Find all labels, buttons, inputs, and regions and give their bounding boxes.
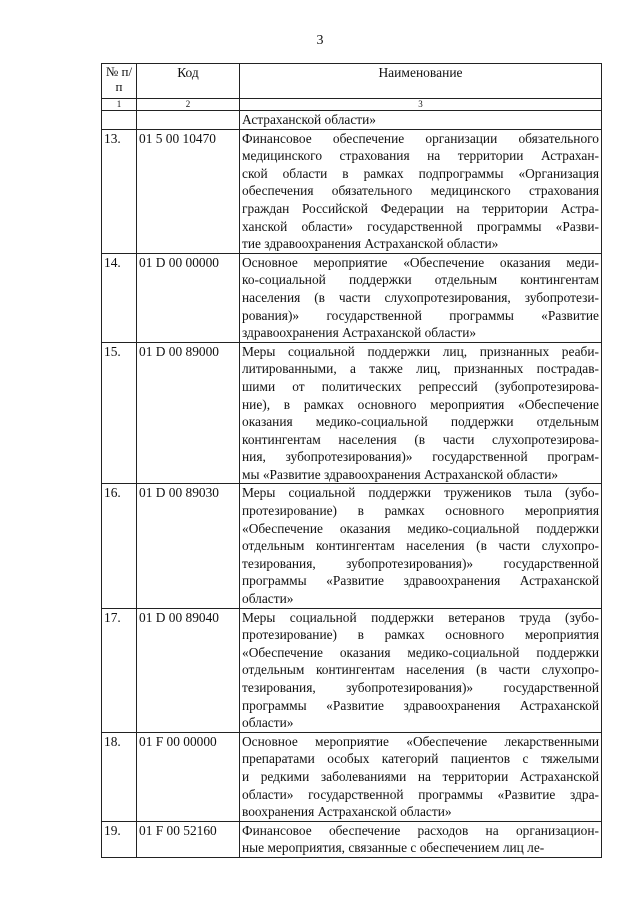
table-row [102,253,602,342]
row-code [137,111,240,130]
row-name-line: отдельным контингентам населения (в части слухопро- [242,662,599,678]
row-name-line: Меры социальной поддержки тружеников тыла (зубо- [242,485,599,501]
row-name-line: литированными, а также лиц, признанных пострадав- [242,361,599,377]
row-number: 15. [102,342,137,484]
row-name-line: граждан Российской Федерации на территории Астра- [242,200,599,216]
row-number: 17. [102,608,137,732]
header-num: № п/п [102,64,137,99]
row-number: 19. [102,821,137,857]
header-row [102,64,602,99]
row-name-line: программы «Развитие здравоохранения Астраханской [242,573,599,589]
column-index-row [102,99,602,111]
row-name-line: и редкими заболеваниями на территории Астраханской [242,768,599,784]
column-index: 2 [137,99,240,111]
row-code: 01 D 00 89040 [137,608,240,732]
row-number: 14. [102,253,137,342]
row-name-line: медицинского страхования на территории Астрахан- [242,148,599,164]
budget-classification-table [101,63,602,858]
row-name-line: протезирование) в рамках основного мероприятия [242,627,599,643]
row-name-line: области» государственной программы «Развитие здра- [242,786,599,802]
row-name-line: шими от политических репрессий (зубопротезирова- [242,378,599,394]
table-row [102,608,602,732]
header-code: Код [137,64,240,99]
table-body [102,111,602,858]
row-name-line: мы «Развитие здравоохранения Астраханской области» [242,466,559,482]
row-code: 01 F 00 00000 [137,732,240,821]
row-name-line: Меры социальной поддержки лиц, признанных реаби- [242,343,599,359]
row-code: 01 F 00 52160 [137,821,240,857]
row-code: 01 D 00 89030 [137,484,240,608]
row-name-line: обеспечения обязательного медицинского страхования [242,183,599,199]
row-name-line: ханской области» государственной программы «Разви- [242,218,599,234]
row-name [240,129,602,253]
table-row [102,821,602,857]
row-name [240,342,602,484]
row-name-line: тезирования, зубопротезирования)» государственной [242,555,599,571]
row-name [240,484,602,608]
row-name-line: воохранения Астраханской области» [242,804,452,820]
row-name [240,608,602,732]
row-name-line: тезирования, зубопротезирования)» государственной [242,680,599,695]
row-code: 01 5 00 10470 [137,129,240,253]
row-number: 16. [102,484,137,608]
row-name-line: ние), в рамках основного мероприятия «Обеспечение [242,396,599,412]
row-name-line: ния, зубопротезирования)» государственной програм- [242,449,599,465]
row-name-line: отдельным контингентам населения (в части слухопро- [242,538,599,554]
row-name-line: Основное мероприятие «Обеспечение лекарственными [242,733,599,749]
row-name-line: рования)» государственной программы «Развитие [242,307,599,323]
header-name: Наименование [240,64,602,99]
row-name [240,821,602,857]
table-row [102,484,602,608]
row-name-line: тие здравоохранения Астраханской области» [242,236,499,252]
row-name [240,253,602,342]
column-index: 3 [240,99,602,111]
row-number: 18. [102,732,137,821]
row-name-line: «Обеспечение оказания медико-социальной поддержки [242,520,599,536]
row-number [102,111,137,130]
page-number: 3 [316,33,324,48]
row-name-line: Финансовое обеспечение организации обязательного [242,130,599,146]
row-number: 13. [102,129,137,253]
row-name-line: программы «Развитие здравоохранения Астраханской [242,697,599,713]
table-row [102,342,602,484]
table-row [102,129,602,253]
row-name-line: оказания медико-социальной поддержки отдельным [242,414,599,430]
table-row [102,732,602,821]
row-name-line: ко-социальной поддержки отдельным контингентам [242,272,599,288]
row-name-line: препаратами особых категорий пациентов с тяжелыми [242,751,599,767]
row-name-line: Основное мероприятие «Обеспечение оказания меди- [242,254,599,270]
row-name-line: ные мероприятия, связанные с обеспечением лиц ле- [242,840,545,856]
row-name-line: области» [242,715,294,731]
row-name-line: здравоохранения Астраханской области» [242,325,477,341]
row-code: 01 D 00 00000 [137,253,240,342]
row-name-line: «Обеспечение оказания медико-социальной поддержки [242,644,599,660]
row-name-line: контингентам населения (в части слухопротезирова- [242,431,599,447]
column-index: 1 [102,99,137,111]
row-name: Астраханской области» [240,111,602,130]
row-name-line: населения (в части слухопротезирования, зубопротези- [242,289,599,305]
continuation-row [102,111,602,130]
row-name-line: ской области в рамках подпрограммы «Организация [242,165,599,181]
row-name-line: области» [242,591,294,607]
row-name-line: протезирование) в рамках основного мероприятия [242,503,599,519]
row-code: 01 D 00 89000 [137,342,240,484]
row-name [240,732,602,821]
row-name-line: Меры социальной поддержки ветеранов труда (зубо- [242,609,599,625]
row-name-line: Финансовое обеспечение расходов на организацион- [242,822,599,838]
